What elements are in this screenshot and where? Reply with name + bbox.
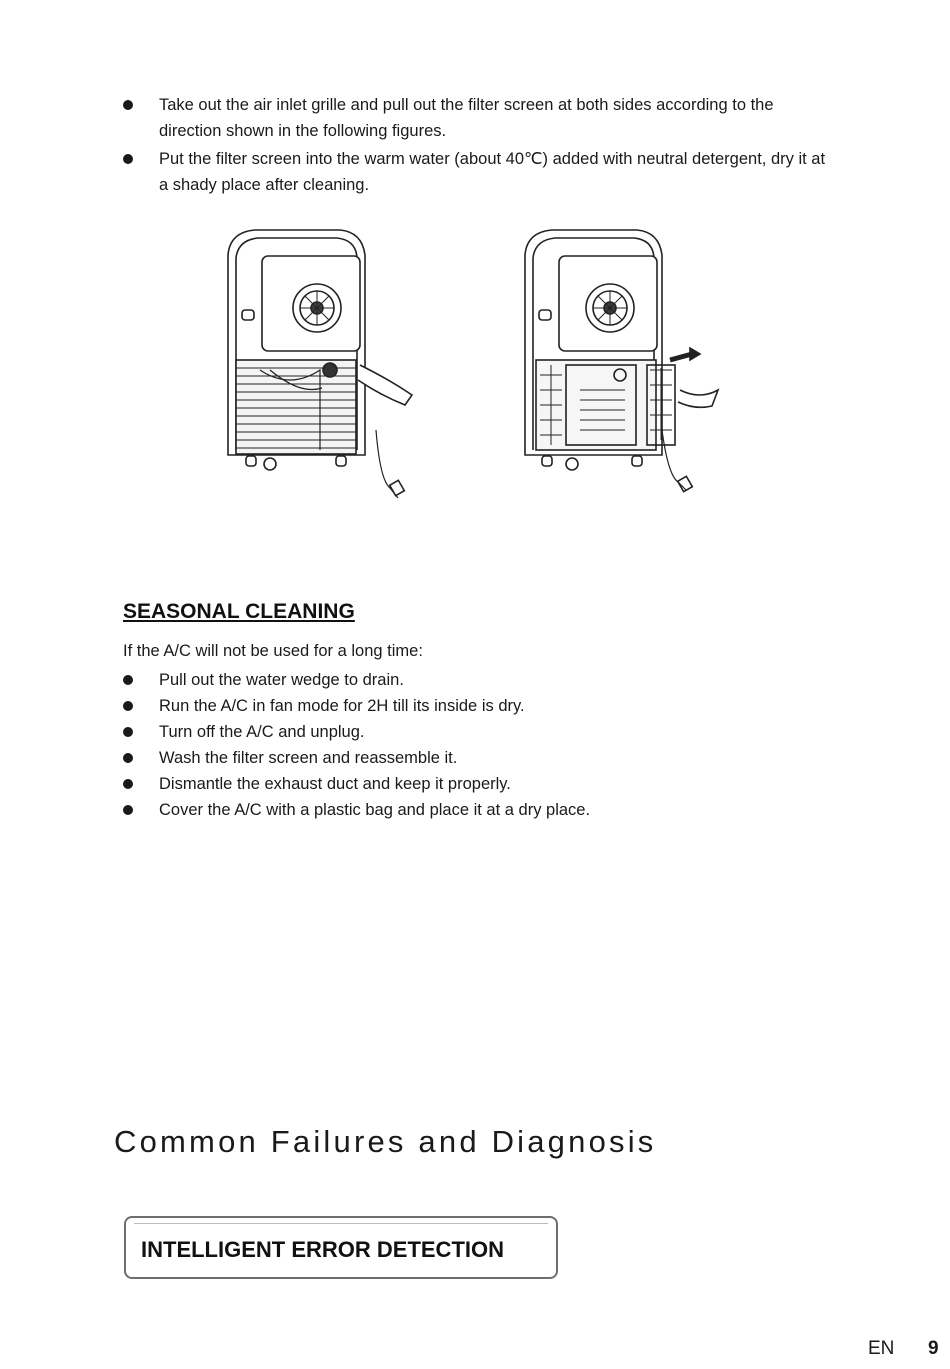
bullet-icon <box>123 727 133 737</box>
page-number: 9 <box>928 1338 939 1359</box>
instruction-item: Put the filter screen into the warm water (about 40℃) added with neutral detergent, dry it at a shady place after cleaning. <box>123 146 833 198</box>
bullet-icon <box>123 753 133 763</box>
seasonal-intro-text: If the A/C will not be used for a long time: <box>123 642 423 660</box>
error-detection-label: INTELLIGENT ERROR DETECTION <box>141 1237 504 1262</box>
filter-removal-figures <box>200 220 740 510</box>
seasonal-step: Pull out the water wedge to drain. <box>123 667 833 693</box>
bullet-icon <box>123 779 133 789</box>
box-inner-line <box>134 1223 548 1224</box>
seasonal-steps-list <box>123 667 833 823</box>
bullet-icon <box>123 154 133 164</box>
bullet-icon <box>123 805 133 815</box>
bullet-icon <box>123 100 133 110</box>
ac-unit-figure-left <box>228 230 412 498</box>
seasonal-step: Turn off the A/C and unplug. <box>123 719 833 745</box>
section-title: Common Failures and Diagnosis <box>114 1124 657 1159</box>
seasonal-step: Dismantle the exhaust duct and keep it properly. <box>123 771 833 797</box>
error-detection-box <box>124 1216 558 1279</box>
footer-language: EN <box>868 1338 895 1359</box>
filter-instructions-list <box>123 92 833 200</box>
seasonal-step: Cover the A/C with a plastic bag and place it at a dry place. <box>123 797 833 823</box>
instruction-item: Take out the air inlet grille and pull out the filter screen at both sides according to the direction shown in the following figures. <box>123 92 833 144</box>
seasonal-cleaning-heading: SEASONAL CLEANING <box>123 600 355 623</box>
seasonal-step: Wash the filter screen and reassemble it. <box>123 745 833 771</box>
bullet-icon <box>123 675 133 685</box>
bullet-icon <box>123 701 133 711</box>
ac-unit-figure-right <box>525 230 718 492</box>
seasonal-step: Run the A/C in fan mode for 2H till its inside is dry. <box>123 693 833 719</box>
